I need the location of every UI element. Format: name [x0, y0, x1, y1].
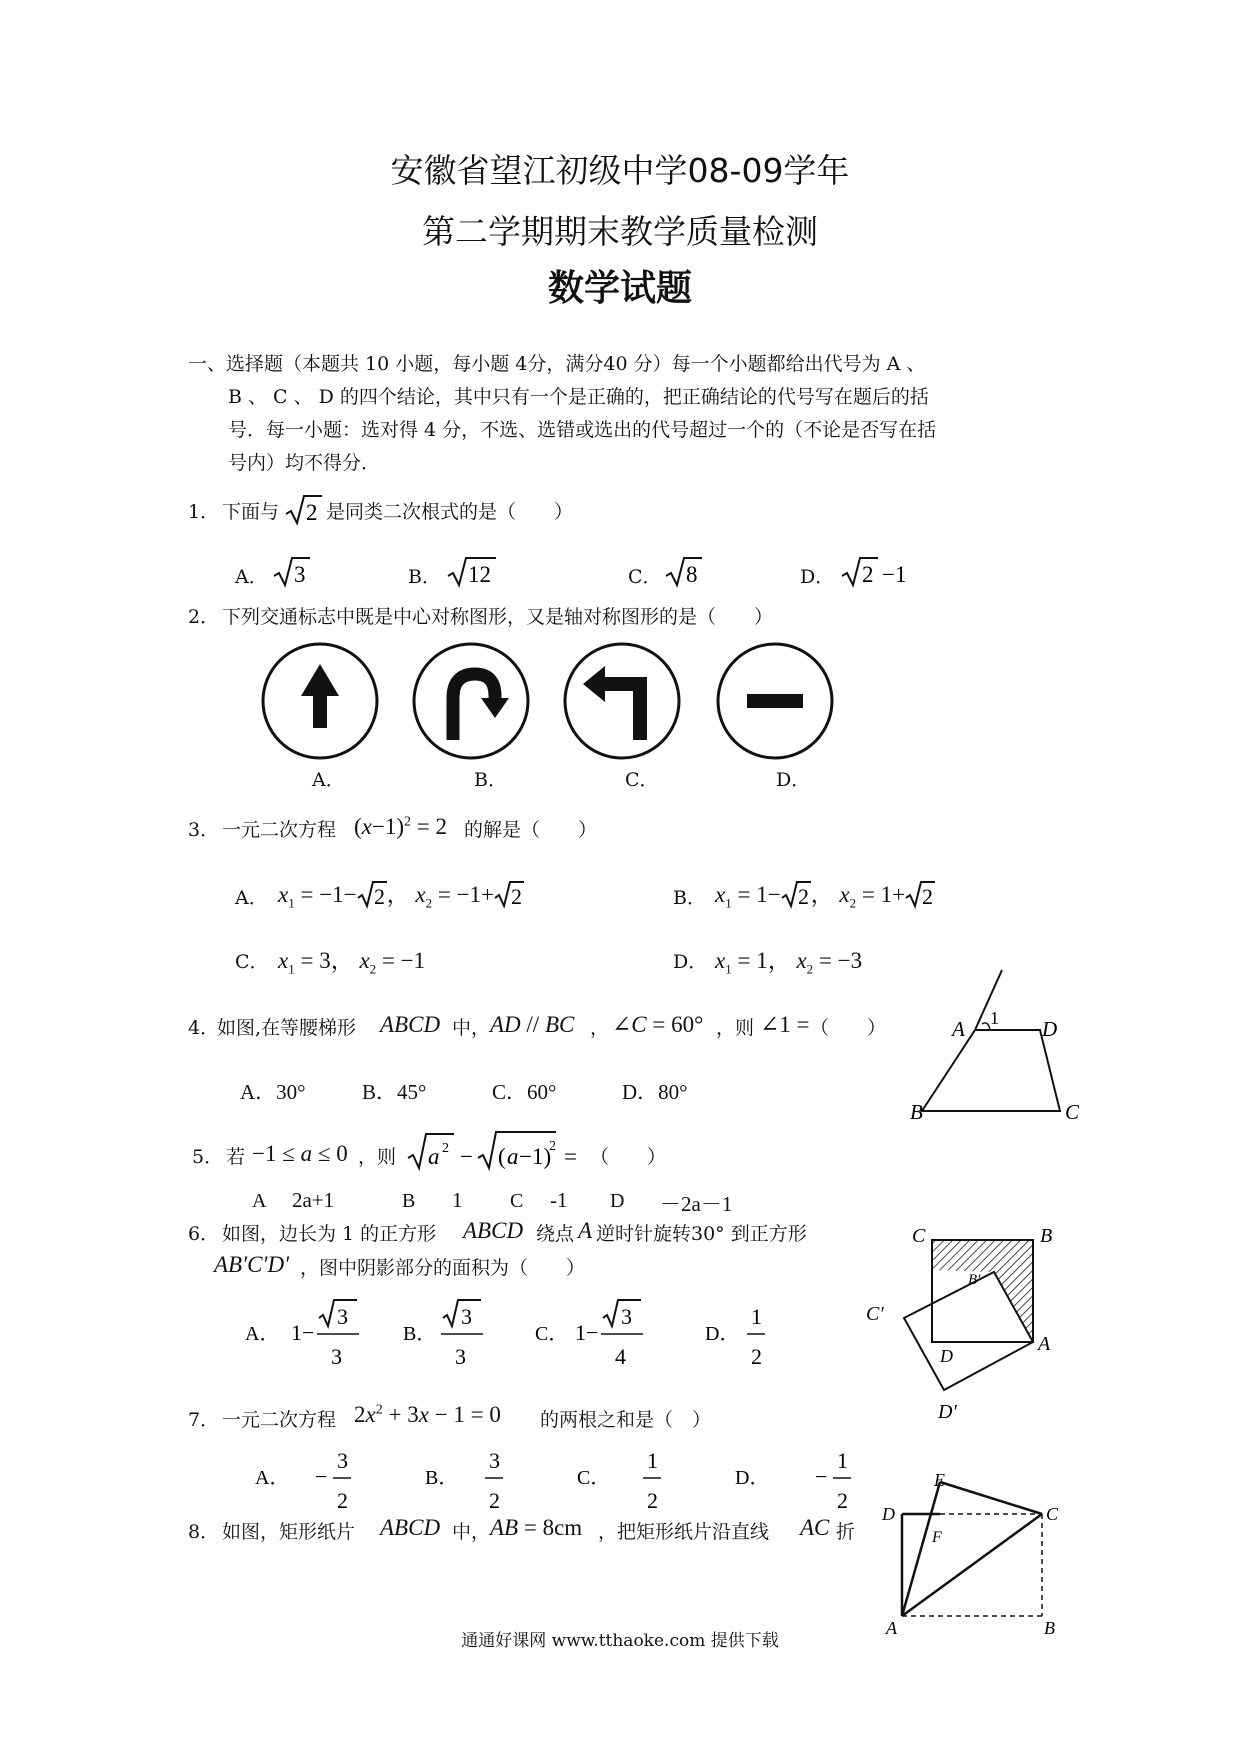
q6-line1b: 绕点: [536, 1223, 575, 1245]
footer-credit: 通通好课网 www.tthaoke.com 提供下载: [461, 1631, 779, 1651]
svg-text:2: 2: [862, 562, 874, 587]
svg-text:−: −: [815, 1464, 828, 1489]
svg-text:=: =: [564, 1144, 577, 1169]
q5-condition: −1 ≤ a ≤ 0: [252, 1141, 348, 1166]
q1-option-d-value: [840, 552, 920, 590]
title-line3: 数学试题: [547, 268, 692, 309]
svg-text:a: a: [507, 1144, 519, 1169]
svg-text:4: 4: [615, 1344, 626, 1369]
q8-fig-label-d: D: [882, 1504, 895, 1524]
svg-text:2: 2: [837, 1488, 848, 1513]
q8-text-c: ，把矩形纸片沿直线: [598, 1521, 770, 1543]
q5-option-a-label: A: [252, 1190, 267, 1212]
svg-text:12: 12: [468, 562, 491, 587]
q7-option-a-label: A．: [255, 1467, 290, 1489]
q1-text-b: 是同类二次根式的是（ ）: [326, 501, 574, 523]
q5-option-b-label: B: [402, 1190, 416, 1212]
svg-text:2: 2: [373, 884, 385, 909]
svg-text:1−: 1−: [575, 1320, 599, 1345]
q2-label-c: C．: [625, 769, 659, 791]
q4-text-e: （ ）: [810, 1017, 887, 1039]
section-intro-line4: 号内）均不得分．: [228, 452, 381, 474]
q5-option-c-value: -1: [550, 1188, 568, 1212]
q1-option-a-value: [272, 552, 312, 590]
q3-option-d-label: D．: [673, 951, 708, 973]
svg-text:−: −: [315, 1464, 328, 1489]
title-line2: 第二学期期末教学质量检测: [422, 212, 818, 251]
svg-text:1: 1: [751, 1304, 762, 1329]
q3-option-a-label: A．: [235, 887, 268, 909]
q6-fig-label-d: D: [940, 1346, 953, 1366]
q6-fig-label-c: C: [912, 1225, 926, 1247]
q3-equation: $(x-1)^2 = 2$: [354, 814, 448, 839]
q1-option-c-label: C．: [628, 566, 662, 588]
q4-text-a: 如图,在等腰梯形: [217, 1017, 357, 1039]
q4-text-d: ，则: [716, 1017, 755, 1039]
q4-fig-label-c: C: [1065, 1100, 1080, 1124]
q8-abcd: ABCD: [380, 1515, 441, 1540]
q8-ab-length: AB = 8cm: [490, 1515, 583, 1540]
q3-option-b-label: B．: [673, 887, 706, 909]
svg-text:2: 2: [922, 884, 934, 909]
q3-option-a-value: $x_1 = -1-$ 2 ， $x_2 = -1+$ 2: [278, 882, 523, 911]
q6-options-fractions: [245, 1296, 775, 1376]
q4-fig-label-1: 1: [990, 1008, 999, 1028]
svg-text:2: 2: [549, 1139, 556, 1154]
q8-folded-rectangle-figure: [876, 1474, 1076, 1644]
q4-number: 4．: [188, 1017, 220, 1039]
svg-text:3: 3: [461, 1304, 472, 1329]
q2-label-a: A．: [312, 769, 345, 791]
svg-text:8: 8: [686, 562, 698, 587]
q4-fig-label-a: A: [952, 1017, 965, 1041]
q4-trapezoid-figure: [910, 968, 1090, 1128]
q3-option-c-label: C．: [235, 951, 269, 973]
svg-text:1: 1: [647, 1448, 658, 1473]
q1-option-c-value: [664, 552, 704, 590]
q4-text-c: ，: [590, 1017, 610, 1039]
svg-text:2: 2: [306, 500, 318, 525]
sign-a-up-arrow-icon: [263, 644, 377, 758]
section-intro-line1: 一、选择题（本题共 10 小题，每小题 4分，满分40 分）每一个小题都给出代号为 A 、: [188, 353, 926, 375]
q3-text-a: 一元二次方程: [222, 819, 337, 841]
q6-option-d-label: D．: [705, 1323, 740, 1345]
svg-text:2: 2: [489, 1488, 500, 1513]
q4-option-d: D．80°: [622, 1080, 688, 1104]
q6-line1: 如图，边长为 1 的正方形: [222, 1223, 437, 1245]
svg-text:2: 2: [751, 1344, 762, 1369]
q6-number: 6．: [188, 1223, 220, 1245]
svg-text:3: 3: [331, 1344, 342, 1369]
q6-fig-label-c-prime: C′: [866, 1303, 884, 1325]
svg-text:−1: −1: [882, 562, 907, 587]
q3-option-c-value: $x_1 = 3$， $x_2 = -1$: [278, 948, 426, 977]
q6-line2b: ，图中阴影部分的面积为（ ）: [300, 1257, 586, 1279]
q8-fig-label-b: B: [1044, 1618, 1055, 1638]
q6-rotated-squares-figure: [860, 1222, 1070, 1442]
q8-text-a: 如图，矩形纸片: [222, 1521, 356, 1543]
svg-text:2: 2: [647, 1488, 658, 1513]
q4-abcd: ABCD: [380, 1012, 441, 1037]
sign-b-uturn-arrow-icon: [414, 644, 528, 758]
q4-angle-1: ∠1 =: [760, 1012, 810, 1037]
q6-abcd-prime: AB′C′D′: [214, 1252, 290, 1277]
q1-text-a: 下面与: [222, 501, 280, 523]
q4-text-b: 中，: [452, 1017, 491, 1039]
q6-option-b-label: B．: [403, 1323, 437, 1345]
svg-text:2: 2: [797, 884, 809, 909]
q6-option-c-label: C．: [535, 1323, 569, 1345]
q7-equation: $2x^2 + 3x - 1 = 0$: [354, 1402, 501, 1427]
q3-option-d-value: $x_1 = 1$， $x_2 = -3$: [715, 948, 863, 977]
svg-text:3: 3: [455, 1344, 466, 1369]
q4-fig-label-b: B: [910, 1100, 923, 1124]
q2-text: 下列交通标志中既是中心对称图形，又是轴对称图形的是（ ）: [222, 606, 774, 628]
q8-number: 8．: [188, 1521, 220, 1543]
q7-number: 7．: [188, 1409, 220, 1431]
q4-option-a: A．30°: [240, 1080, 306, 1104]
q8-fig-label-c: C: [1046, 1504, 1059, 1524]
q7-option-d-label: D．: [735, 1467, 770, 1489]
q1-number: 1．: [188, 501, 220, 523]
q7-option-c-label: C．: [577, 1467, 611, 1489]
q8-fig-label-a: A: [886, 1618, 897, 1638]
svg-text:3: 3: [337, 1448, 348, 1473]
q6-fig-label-b-prime: B′: [968, 1272, 981, 1288]
q7-option-b-label: B．: [425, 1467, 459, 1489]
q8-text-d: 折: [836, 1521, 856, 1543]
q5-option-d-label: D: [610, 1190, 625, 1212]
q6-point-a: A: [578, 1218, 593, 1243]
q1-option-b-label: B．: [408, 566, 441, 588]
q8-text-b: 中，: [452, 1521, 491, 1543]
section-intro-line3: 号．每一小题：选对得 4 分，不选、选错或选出的代号超过一个的（不论是否写在括: [228, 419, 937, 441]
q6-line1c: 逆时针旋转30° 到正方形: [596, 1223, 807, 1245]
q8-ac: AC: [800, 1515, 830, 1540]
q4-option-c: C．60°: [492, 1080, 557, 1104]
svg-text:2: 2: [511, 884, 523, 909]
q1-sqrt2: [284, 490, 324, 528]
svg-text:1−: 1−: [291, 1320, 315, 1345]
svg-text:1: 1: [837, 1448, 848, 1473]
svg-text:a: a: [428, 1144, 440, 1169]
section-intro-line2: B 、 C 、 D 的四个结论，其中只有一个是正确的，把正确结论的代号写在题后的括: [228, 386, 929, 408]
q5-text-c: （ ）: [590, 1146, 667, 1168]
q7-text-b: 的两根之和是（ ）: [540, 1409, 712, 1431]
q7-options-fractions: [255, 1440, 875, 1520]
q5-option-b-value: 1: [452, 1188, 463, 1212]
svg-text:−1): −1): [519, 1144, 552, 1169]
q4-parallel: AD // BC: [490, 1012, 575, 1037]
svg-text:3: 3: [294, 562, 306, 587]
q4-option-b: B．45°: [362, 1080, 427, 1104]
q2-label-d: D．: [776, 769, 811, 791]
q5-option-d-value: －2a－1: [660, 1192, 733, 1216]
q3-option-b-value: $x_1 = 1-$ 2 ， $x_2 = 1+$ 2: [715, 882, 934, 911]
svg-text:2: 2: [442, 1141, 449, 1156]
svg-text:3: 3: [337, 1304, 348, 1329]
q1-option-d-label: D．: [800, 566, 835, 588]
q1-option-a-label: A．: [235, 566, 268, 588]
svg-text:3: 3: [489, 1448, 500, 1473]
q8-fig-label-e: E: [934, 1474, 945, 1490]
q5-expression: [406, 1128, 586, 1174]
sign-d-no-entry-icon: [718, 644, 832, 758]
svg-text:2: 2: [337, 1488, 348, 1513]
q3-number: 3．: [188, 819, 220, 841]
q1-option-b-value: [446, 552, 498, 590]
q4-angle-c: ∠C = 60°: [612, 1012, 704, 1037]
q4-fig-label-d: D: [1042, 1017, 1058, 1041]
q7-text-a: 一元二次方程: [222, 1409, 337, 1431]
q3-text-b: 的解是（ ）: [464, 819, 598, 841]
q6-fig-label-d-prime: D′: [938, 1401, 957, 1423]
title-line1: 安徽省望江初级中学08-09学年: [390, 151, 850, 190]
q2-label-b: B．: [474, 769, 507, 791]
svg-text:3: 3: [621, 1304, 632, 1329]
q5-option-a-value: 2a+1: [292, 1188, 335, 1212]
q2-number: 2．: [188, 606, 220, 628]
q5-text-b: ，则: [358, 1146, 397, 1168]
svg-text:(: (: [498, 1144, 506, 1169]
q5-text-a: 若: [226, 1146, 246, 1168]
q5-option-c-label: C: [510, 1190, 524, 1212]
q6-fig-label-a: A: [1038, 1333, 1051, 1355]
q2-traffic-signs: [255, 640, 855, 770]
q8-fig-label-f: F: [932, 1529, 942, 1546]
q6-option-a-label: A．: [245, 1323, 280, 1345]
svg-text:−: −: [460, 1144, 473, 1169]
sign-c-left-turn-arrow-icon: [565, 644, 679, 758]
q6-abcd: ABCD: [463, 1218, 524, 1243]
q6-fig-label-b: B: [1040, 1225, 1053, 1247]
q5-number: 5．: [192, 1146, 224, 1168]
